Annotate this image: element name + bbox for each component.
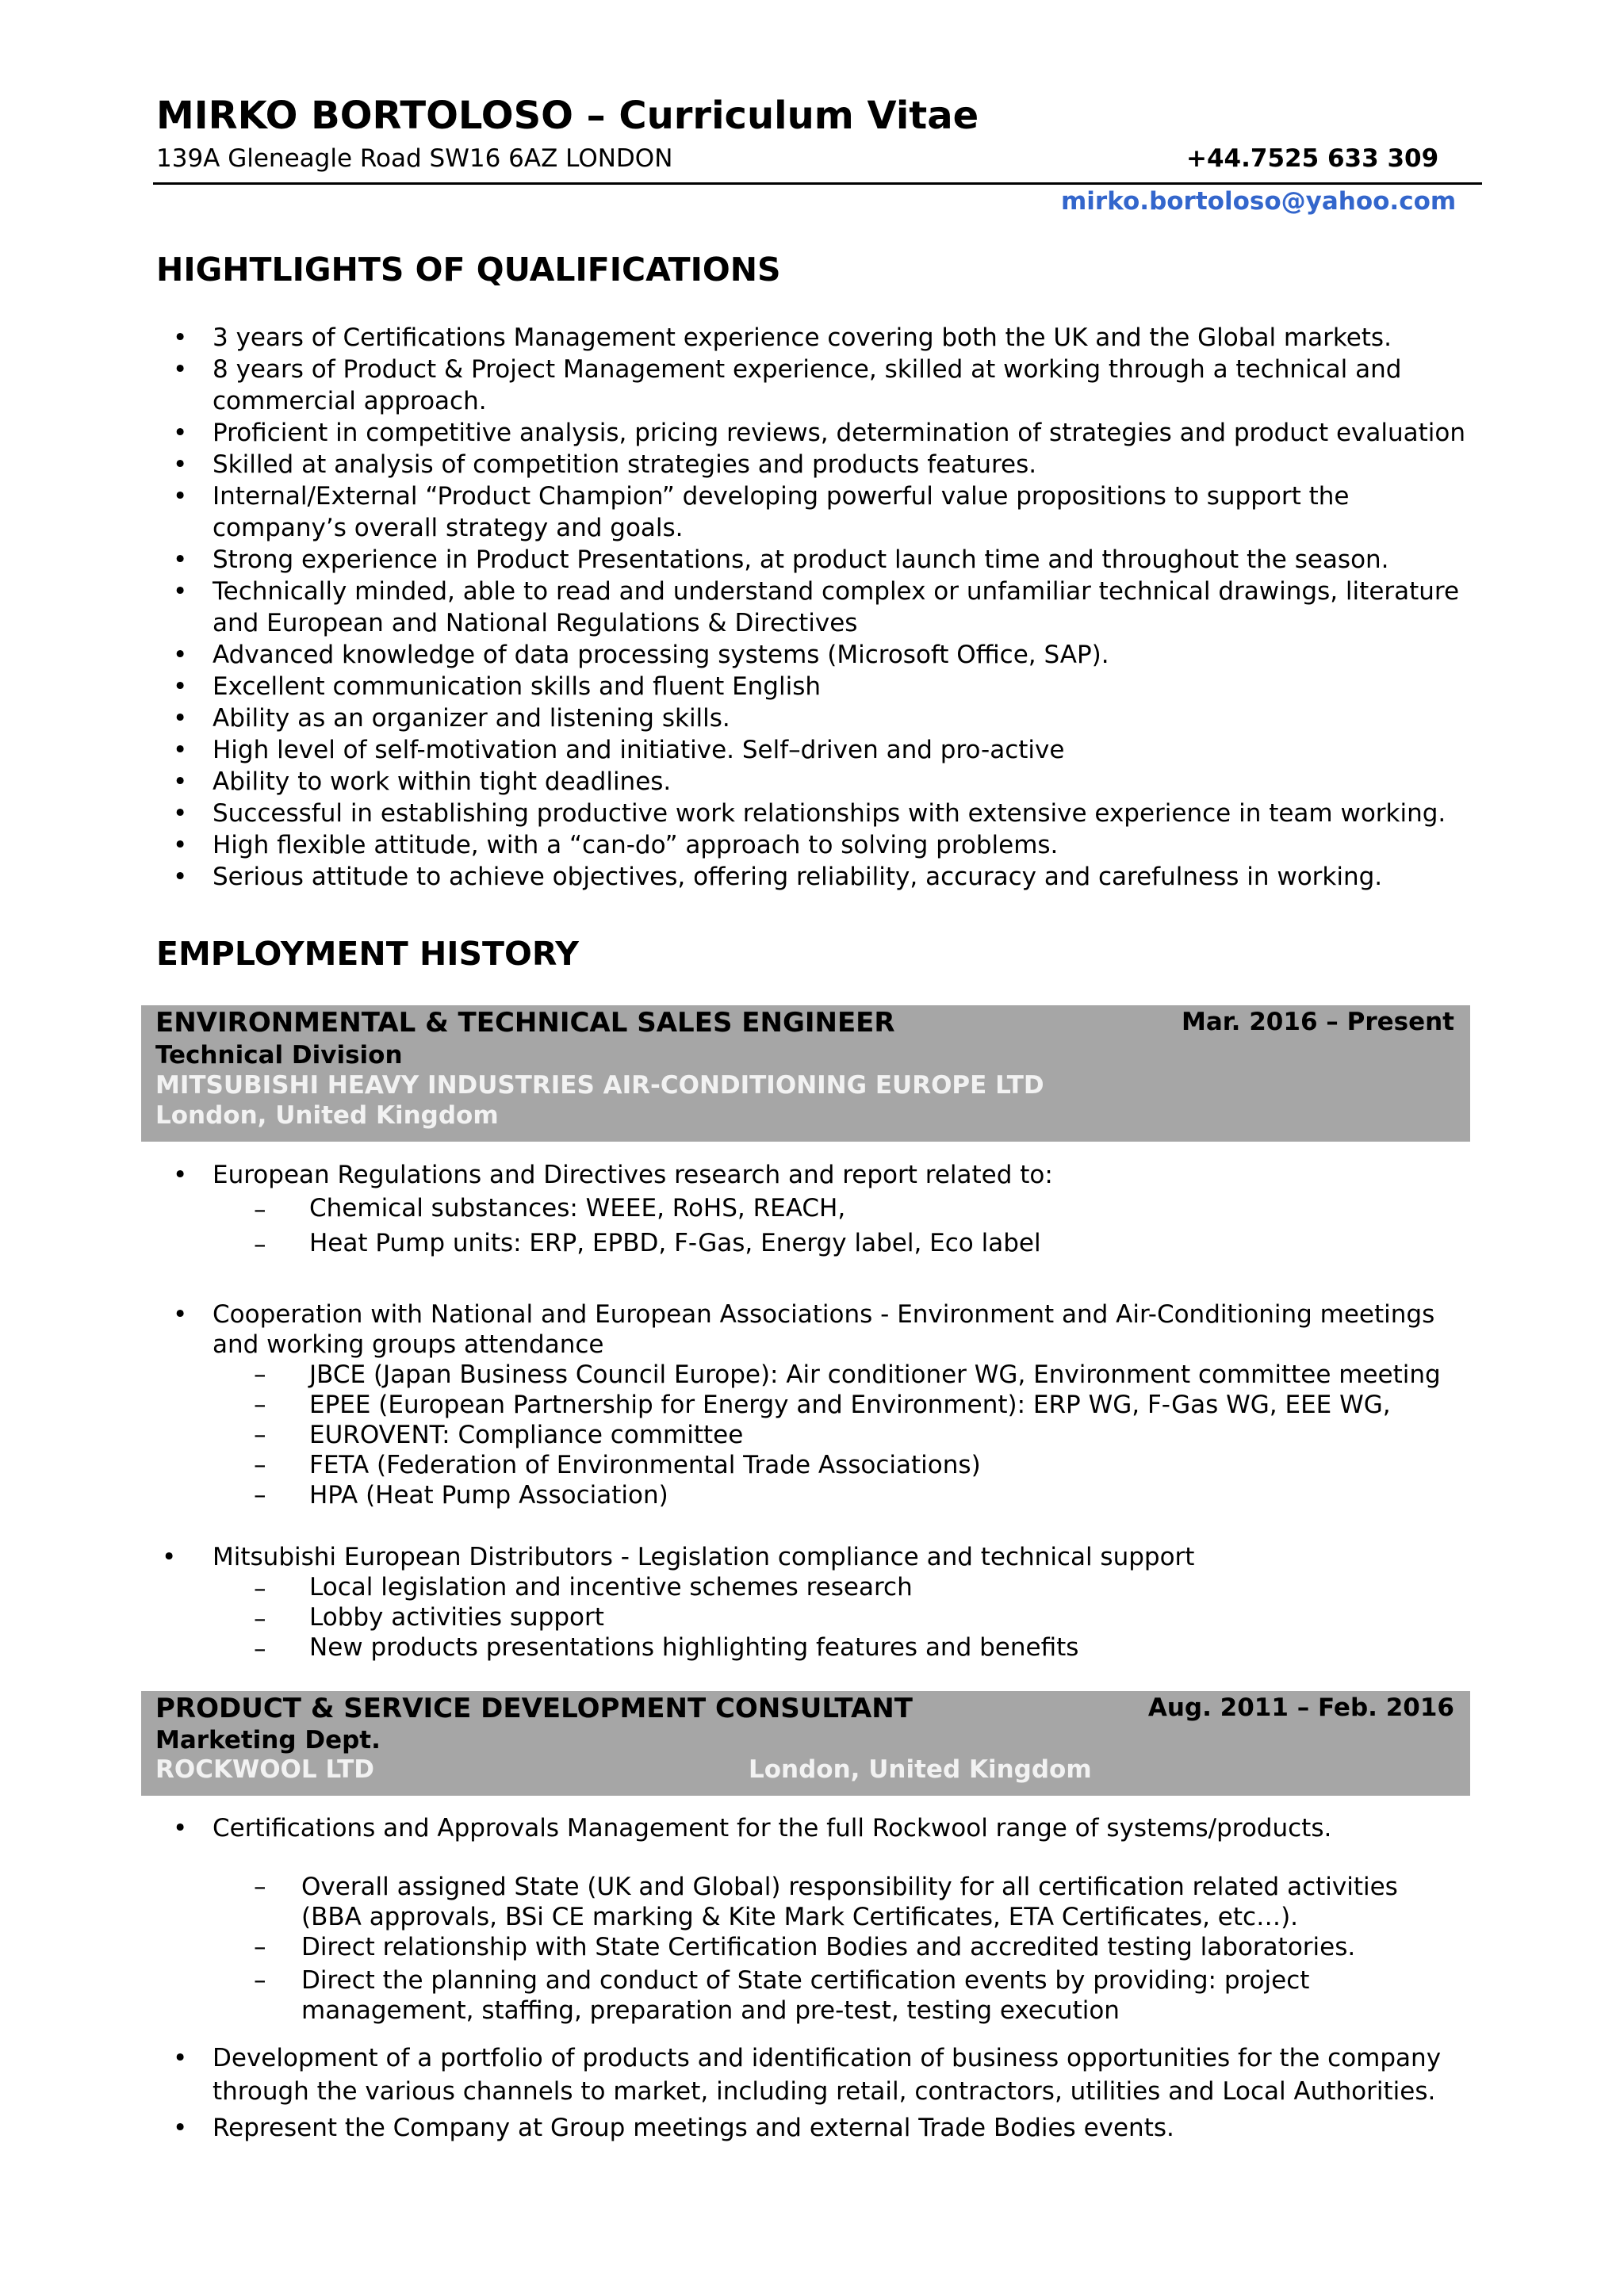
job-location: London, United Kingdom <box>749 1755 1092 1784</box>
dash-icon: – <box>254 1605 266 1633</box>
job-department: Marketing Dept. <box>155 1726 381 1755</box>
bullet-icon: • <box>173 1814 188 1843</box>
dash-icon: – <box>254 1230 266 1259</box>
list-item: • Strong experience in Product Presentations, at product launch time and throughout the season. <box>173 545 1389 574</box>
job-dates: Aug. 2011 – Feb. 2016 <box>1147 1693 1454 1722</box>
job-subduty-continued: (BBA approvals, BSi CE marking & Kite Mark Certificates, ETA Certificates, etc…). <box>301 1903 1299 1931</box>
bullet-icon: • <box>173 2044 188 2072</box>
bullet-icon: • <box>173 355 188 384</box>
list-item: • 8 years of Product & Project Management experience, skilled at working through a technical and commercial approach. <box>173 355 1402 415</box>
bullet-icon: • <box>173 641 188 669</box>
job-subduty: Overall assigned State (UK and Global) responsibility for all certification related activities <box>301 1873 1398 1901</box>
dash-icon: – <box>254 1635 266 1663</box>
job-subduty: HPA (Heat Pump Association) <box>309 1481 668 1510</box>
bullet-icon: • <box>173 863 188 891</box>
job-title: ENVIRONMENTAL & TECHNICAL SALES ENGINEER <box>155 1007 895 1039</box>
job-subduty: Direct relationship with State Certification Bodies and accredited testing laboratories. <box>301 1933 1356 1961</box>
job-subduty: Direct the planning and conduct of State certification events by providing: project <box>301 1966 1310 1995</box>
job-header-band <box>141 1005 1470 1142</box>
phone-number: +44.7525 633 309 <box>1186 144 1439 173</box>
dash-icon: – <box>254 1873 266 1901</box>
list-item: • Technically minded, able to read and understand complex or unfamiliar technical drawings, literature and European and National Regulations & Directives <box>173 577 1460 637</box>
bullet-icon: • <box>173 450 188 479</box>
bullet-icon: • <box>173 323 188 352</box>
dash-icon: – <box>254 1966 266 1995</box>
list-item: • Proficient in competitive analysis, pricing reviews, determination of strategies and product evaluation <box>173 419 1466 447</box>
list-item: • Excellent communication skills and fluent English <box>173 672 822 701</box>
bullet-icon: • <box>173 1161 188 1189</box>
job-subduty: New products presentations highlighting features and benefits <box>309 1633 1079 1662</box>
bullet-icon: • <box>173 2114 188 2142</box>
dash-icon: – <box>254 1481 266 1510</box>
list-item: • High flexible attitude, with a “can-do” approach to solving problems. <box>173 831 1059 859</box>
address: 139A Gleneagle Road SW16 6AZ LONDON <box>156 144 673 173</box>
list-item: • Successful in establishing productive work relationships with extensive experience in team working. <box>173 799 1446 828</box>
job-dates: Mar. 2016 – Present <box>1182 1008 1454 1036</box>
bullet-icon: • <box>173 672 188 701</box>
job-subduty: EPEE (European Partnership for Energy and Environment): ERP WG, F-Gas WG, EEE WG, <box>309 1391 1391 1419</box>
job-subduty: Heat Pump units: ERP, EPBD, F-Gas, Energy label, Eco label <box>309 1229 1041 1257</box>
dash-icon: – <box>254 1196 266 1224</box>
highlights-list <box>0 322 1624 893</box>
bullet-icon: • <box>173 736 188 764</box>
job-duty: Certifications and Approvals Management for the full Rockwool range of systems/products. <box>213 1814 1332 1843</box>
job-subduty: FETA (Federation of Environmental Trade Associations) <box>309 1451 981 1479</box>
bullet-icon: • <box>173 767 188 796</box>
bullet-icon: • <box>173 577 188 606</box>
list-item: • Advanced knowledge of data processing systems (Microsoft Office, SAP). <box>173 641 1109 669</box>
bullet-icon: • <box>173 831 188 859</box>
job-subduty: Local legislation and incentive schemes research <box>309 1573 913 1601</box>
bullet-icon: • <box>173 482 188 511</box>
job-duty-continued: through the various channels to market, including retail, contractors, utilities and Local Authorities. <box>213 2077 1436 2106</box>
dash-icon: – <box>254 1391 266 1419</box>
job-location: London, United Kingdom <box>155 1101 499 1130</box>
list-item: • Serious attitude to achieve objectives, offering reliability, accuracy and carefulness in working. <box>173 863 1383 891</box>
job-subduty: Chemical substances: WEEE, RoHS, REACH, <box>309 1194 846 1223</box>
cv-title: MIRKO BORTOLOSO – Curriculum Vitae <box>156 94 979 138</box>
dash-icon: – <box>254 1360 266 1389</box>
bullet-icon: • <box>173 704 188 733</box>
dash-icon: – <box>254 1421 266 1449</box>
job-header-band <box>141 1691 1470 1796</box>
dash-icon: – <box>254 1933 266 1961</box>
list-item: • Internal/External “Product Champion” developing powerful value propositions to support the company’s overall strategy and goals. <box>173 482 1350 542</box>
job-duty-continued: and working groups attendance <box>213 1330 604 1359</box>
email-link[interactable]: mirko.bortoloso@yahoo.com <box>1061 187 1457 216</box>
job-duty: Represent the Company at Group meetings and external Trade Bodies events. <box>213 2114 1174 2142</box>
list-item: • Skilled at analysis of competition strategies and products features. <box>173 450 1037 479</box>
job-title: PRODUCT & SERVICE DEVELOPMENT CONSULTANT <box>155 1693 913 1724</box>
highlights-heading: HIGHTLIGHTS OF QUALIFICATIONS <box>156 251 781 289</box>
job-duty: Development of a portfolio of products and identification of business opportunities for the company <box>213 2044 1442 2072</box>
job-subduty: EUROVENT: Compliance committee <box>309 1421 744 1449</box>
list-item: • Ability as an organizer and listening skills. <box>173 704 730 733</box>
bullet-icon: • <box>173 1300 188 1329</box>
list-item: • High level of self-motivation and initiative. Self–driven and pro-active <box>173 736 1065 764</box>
job-duty: European Regulations and Directives research and report related to: <box>213 1161 1053 1189</box>
bullet-icon: • <box>173 419 188 447</box>
job-duty: Mitsubishi European Distributors - Legislation compliance and technical support <box>213 1543 1195 1571</box>
list-item: • 3 years of Certifications Management experience covering both the UK and the Global markets. <box>173 323 1392 352</box>
dash-icon: – <box>254 1575 266 1603</box>
job-company: ROCKWOOL LTD <box>155 1755 374 1784</box>
job-department: Technical Division <box>155 1041 403 1070</box>
bullet-icon: • <box>173 799 188 828</box>
bullet-icon: • <box>173 545 188 574</box>
job-duty: Cooperation with National and European Associations - Environment and Air-Conditioning meetings <box>213 1300 1435 1329</box>
job-company: MITSUBISHI HEAVY INDUSTRIES AIR-CONDITIONING EUROPE LTD <box>155 1071 1044 1100</box>
list-item: • Ability to work within tight deadlines. <box>173 767 672 796</box>
employment-heading: EMPLOYMENT HISTORY <box>156 935 579 973</box>
job-subduty: JBCE (Japan Business Council Europe): Air conditioner WG, Environment committee meeting <box>309 1360 1441 1389</box>
job-subduty-continued: management, staffing, preparation and pre-test, testing execution <box>301 1996 1120 2025</box>
header-divider <box>153 182 1482 185</box>
job-subduty: Lobby activities support <box>309 1603 604 1632</box>
bullet-icon: • <box>162 1543 177 1571</box>
dash-icon: – <box>254 1451 266 1479</box>
